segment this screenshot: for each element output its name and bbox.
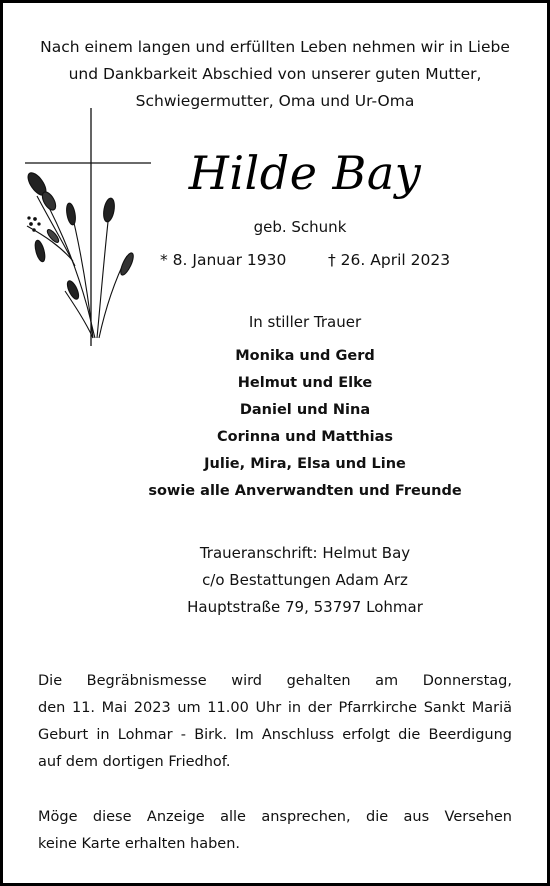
intro-line: Schwiegermutter, Oma und Ur-Oma [135,92,415,110]
mourners-list [120,343,490,505]
paragraph-line: auf dem dortigen Friedhof. [38,754,231,770]
paragraph-line: keine Karte erhalten haben. [38,836,241,852]
deceased-name: Hilde Bay [188,146,422,200]
paragraph-line: den 11. Mai 2023 um 11.00 Uhr in der Pfarrkirche Sankt Mariä [38,700,512,716]
notice-paragraph [38,804,512,858]
cross-wheat-emblem [25,106,155,351]
mourning-address [150,540,460,621]
address-line: Traueranschrift: Helmut Bay [199,544,411,562]
address-line: Hauptstraße 79, 53797 Lohmar [187,598,423,616]
paragraph-line: Die Begräbnismesse wird gehalten am Donnerstag, [38,673,512,689]
mourner-line: Helmut und Elke [237,375,373,391]
birth-date: * 8. Januar 1930 [160,251,287,269]
death-date: † 26. April 2023 [328,251,451,269]
paragraph-line: Geburt in Lohmar - Birk. Im Anschluss erfolgt die Beerdigung [38,727,512,743]
mourner-line: Corinna und Matthias [216,429,394,445]
intro-line: und Dankbarkeit Abschied von unserer guten Mutter, [68,65,482,83]
wheat-icon [25,170,136,338]
funeral-paragraph [38,668,512,776]
address-line: c/o Bestattungen Adam Arz [202,571,408,589]
born-name: geb. Schunk [253,218,347,236]
mourner-line: Julie, Mira, Elsa und Line [204,456,406,472]
paragraph-line: Möge diese Anzeige alle ansprechen, die aus Versehen [38,809,512,825]
mourning-label: In stiller Trauer [248,313,362,331]
mourner-line: Monika und Gerd [235,348,375,364]
intro-text [30,34,520,115]
mourner-line: sowie alle Anverwandten und Freunde [148,483,462,499]
intro-line: Nach einem langen und erfüllten Leben nehmen wir in Liebe [40,38,510,56]
mourner-line: Daniel und Nina [239,402,371,418]
